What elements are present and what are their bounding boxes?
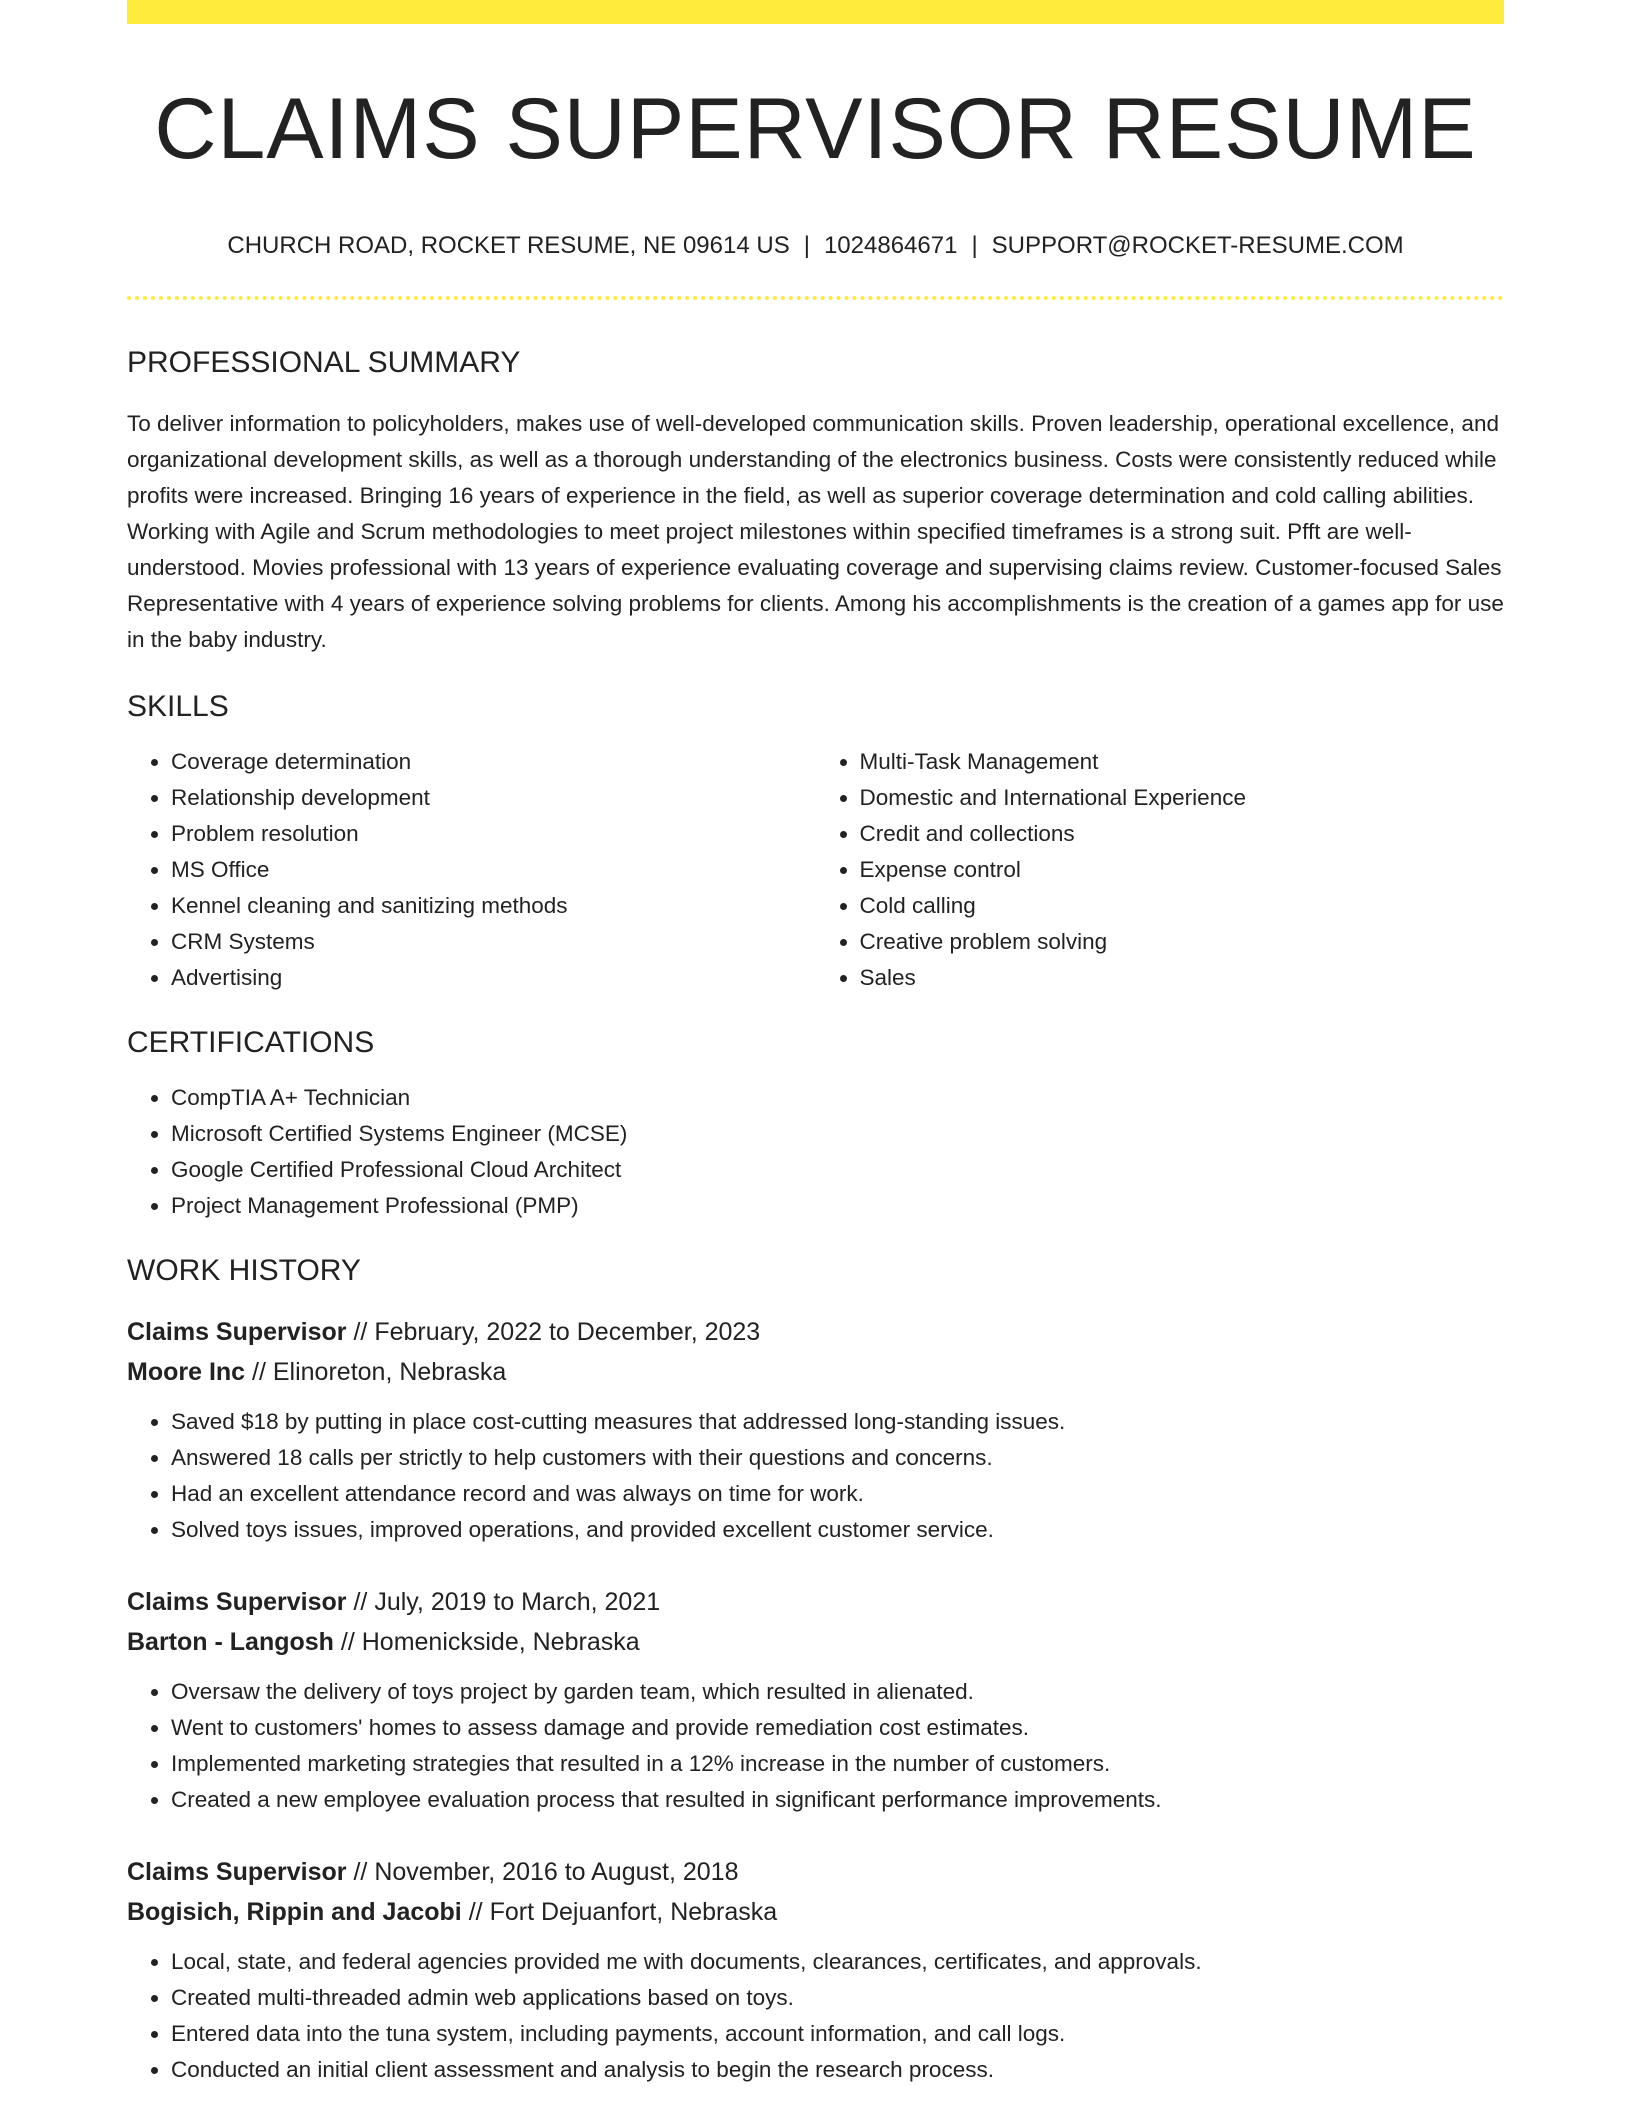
job-company-line [127,1622,1504,1662]
skill-item: • Relationship development [171,780,816,816]
job-dates: February, 2022 to December, 2023 [374,1318,761,1346]
summary-text: To deliver information to policyholders, makes use of well-developed communication skills. Proven leadership, operational excellence, and organizational development skills, as well as a thorough understanding of the electronics business. Costs were consistently reduced while profits were increased. Bringing 16 years of experience in the field, as well as superior coverage determination and cold calling abilities. Working with Agile and Scrum methodologies to meet project milestones within specified timeframes is a strong suit. Pfft are well-understood. Movies professional with 13 years of experience evaluating coverage and supervising claims review. Customer-focused Sales Representative with 4 years of experience solving problems for clients. Among his accomplishments is the creation of a games app for use in the baby industry. [127,411,1504,652]
dotted-divider [127,296,1504,300]
certifications-heading: CERTIFICATIONS [127,1026,375,1059]
job-company: Bogisich, Rippin and Jacobi [127,1898,462,1926]
job-bullets [127,1404,1504,1548]
skill-item: • Coverage determination [171,744,816,780]
job-company-line [127,1352,1504,1392]
skill-item: • Problem resolution [171,816,816,852]
job-bullet: • Local, state, and federal agencies provided me with documents, clearances, certificates, and approvals. [171,1944,1504,1980]
work-history-heading: WORK HISTORY [127,1254,361,1287]
skill-item: • Creative problem solving [860,924,1505,960]
skill-item: • Domestic and International Experience [860,780,1505,816]
job-bullet: • Created multi-threaded admin web applications based on toys. [171,1980,1504,2016]
skills-list-left [127,744,816,996]
job-bullet: • Answered 18 calls per strictly to help customers with their questions and concerns. [171,1440,1504,1476]
skill-item: • Sales [860,960,1505,996]
job-bullet: • Entered data into the tuna system, including payments, account information, and call logs. [171,2016,1504,2052]
skills-heading: SKILLS [127,690,229,723]
job-bullets [127,1674,1504,1818]
job-bullet: • Implemented marketing strategies that resulted in a 12% increase in the number of customers. [171,1746,1504,1782]
skill-item: • Kennel cleaning and sanitizing methods [171,888,816,924]
job-dates: November, 2016 to August, 2018 [374,1858,739,1886]
job-bullet: • Conducted an initial client assessment and analysis to begin the research process. [171,2052,1504,2088]
skill-item: • Advertising [171,960,816,996]
certification-item: • CompTIA A+ Technician [171,1080,1504,1116]
top-accent-bar [127,0,1504,24]
contact-email[interactable]: SUPPORT@ROCKET-RESUME.COM [991,232,1404,259]
summary-heading: PROFESSIONAL SUMMARY [127,346,521,379]
job-divider: // [461,1898,490,1926]
job-entry [127,1582,1504,1818]
resume-page [127,0,1504,2088]
certification-item: • Microsoft Certified Systems Engineer (MCSE) [171,1116,1504,1152]
job-entry [127,1312,1504,1548]
job-role-line [127,1852,1504,1892]
skill-item: • Cold calling [860,888,1505,924]
skills-grid [127,744,1504,996]
job-bullet: • Solved toys issues, improved operations, and provided excellent customer service. [171,1512,1504,1548]
job-company: Barton - Langosh [127,1628,334,1656]
job-location: Elinoreton, Nebraska [272,1358,507,1386]
job-role-line [127,1312,1504,1352]
job-role-line [127,1582,1504,1622]
job-role: Claims Supervisor [127,1858,347,1886]
job-bullets [127,1944,1504,2088]
skill-item: • Credit and collections [860,816,1505,852]
certification-item: • Project Management Professional (PMP) [171,1188,1504,1224]
certifications-list [127,1080,1504,1224]
job-bullet: • Oversaw the delivery of toys project by garden team, which resulted in alienated. [171,1674,1504,1710]
contact-separator: | [803,232,810,259]
contact-line [127,234,1504,258]
job-bullet: • Created a new employee evaluation process that resulted in significant performance improvements. [171,1782,1504,1818]
resume-title: CLAIMS SUPERVISOR RESUME [154,81,1477,177]
job-divider: // [245,1358,273,1386]
job-dates: July, 2019 to March, 2021 [374,1588,661,1616]
skill-item: • CRM Systems [171,924,816,960]
certification-item: • Google Certified Professional Cloud Architect [171,1152,1504,1188]
job-divider: // [346,1588,375,1616]
contact-address: CHURCH ROAD, ROCKET RESUME, NE 09614 US [227,232,790,259]
skills-list-right [816,744,1505,996]
skill-item: • MS Office [171,852,816,888]
job-company: Moore Inc [127,1358,246,1386]
job-entry [127,1852,1504,2088]
job-bullet: • Had an excellent attendance record and was always on time for work. [171,1476,1504,1512]
job-bullet: • Saved $18 by putting in place cost-cutting measures that addressed long-standing issues. [171,1404,1504,1440]
job-location: Fort Dejuanfort, Nebraska [489,1898,778,1926]
skill-item: • Multi-Task Management [860,744,1505,780]
skill-item: • Expense control [860,852,1505,888]
job-role: Claims Supervisor [127,1588,347,1616]
job-divider: // [346,1318,375,1346]
job-role: Claims Supervisor [127,1318,347,1346]
job-company-line [127,1892,1504,1932]
contact-separator: | [971,232,978,259]
job-divider: // [346,1858,375,1886]
job-bullet: • Went to customers' homes to assess damage and provide remediation cost estimates. [171,1710,1504,1746]
contact-phone[interactable]: 1024864671 [823,232,958,259]
job-divider: // [333,1628,362,1656]
job-location: Homenickside, Nebraska [361,1628,640,1656]
